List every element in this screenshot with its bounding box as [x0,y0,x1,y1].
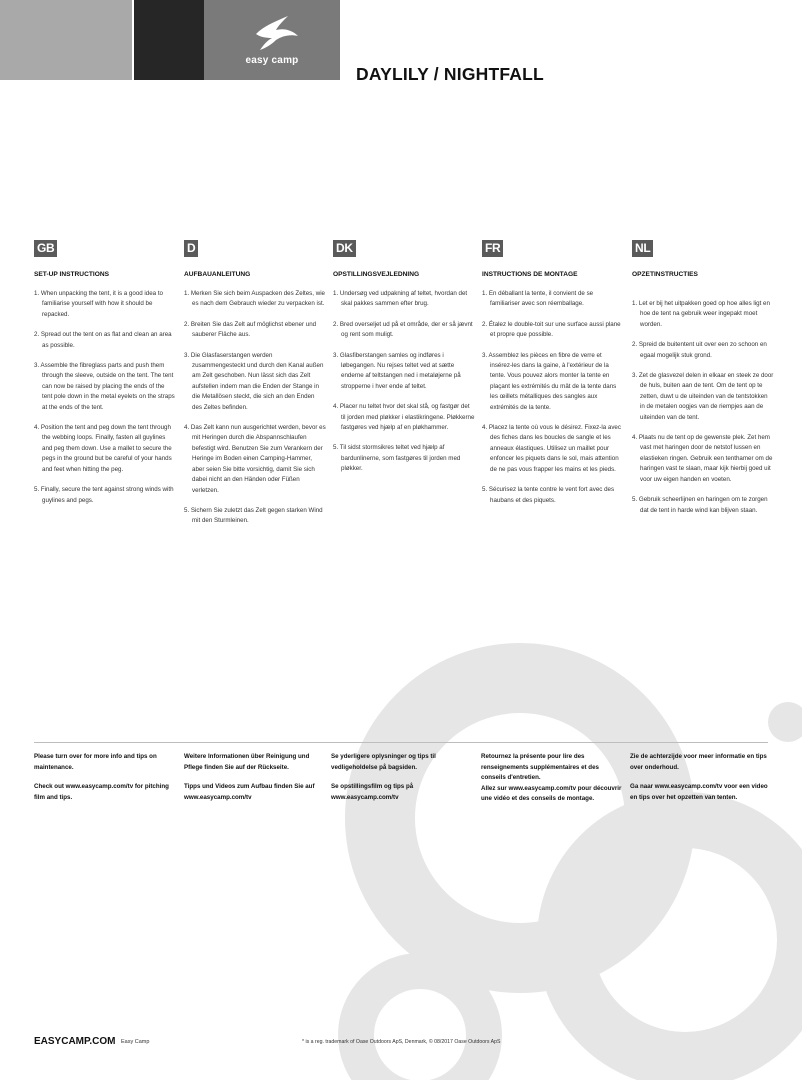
section-heading: INSTRUCTIONS DE MONTAGE [482,271,578,278]
column-gb [34,239,176,516]
logo-text: easy camp [245,55,299,66]
header-block-light [0,0,132,80]
step-item: 4. Das Zelt kann nun ausgerichtet werden, bevor es mit Heringen durch die Abspannschlaufen befestigt wird. Benutzen Sie zum Verankern der Heringe im Boden einen Camping-Hammer, aber seien Sie bitte vorsichtig, damit Sie sich dabei nicht an den Händen oder Füßen verletzen. [184,424,326,494]
step-item: 3. Assemble the fibreglass parts and push them through the sleeve, outside on the tent. The tent can now be raised by placing the ends of the tent pole down in the metal eyelets on the straps at the ends of the tent. [34,362,175,411]
step-item: 4. Placez la tente où vous le désirez. Fixez-la avec des fiches dans les boucles de sangle et les anneaux élastiques. Utilisez un maillet pour enfoncer les piquets dans le sol, mais attention de ne pas vous frapper les mains et les pieds. [482,424,621,473]
step-item: 3. Glasfiberstangen samles og indføres i løbegangen. Nu rejses teltet ved at sætte enderne af teltstangen ned i metaløjerne på stropperne i hver ende af teltet. [333,351,461,390]
trademark-notice: * is a reg. trademark of Oase Outdoors ApS, Denmark, © 08/2017 Oase Outdoors ApS [302,1039,501,1045]
step-item: 2. Bred overseljet ud på et område, der er så jævnt og rent som muligt. [333,320,473,339]
step-item: 5. Finally, secure the tent against strong winds with guylines and pegs. [34,486,174,504]
steps-list [184,289,326,527]
section-heading: OPZETINSTRUCTIES [632,271,698,278]
language-badge: FR [482,240,503,257]
footer-note-nl [630,752,772,812]
footer-note-dk [331,752,473,812]
brand-name: Easy Camp [121,1039,150,1045]
maintenance-note: Weitere Informationen über Reinigung und Pflege finden Sie auf der Rückseite. [184,753,310,771]
language-badge: NL [632,240,653,257]
section-heading: OPSTILLINGSVEJLEDNING [333,271,420,278]
footer-note-d [184,752,326,812]
brand-url: EASYCAMP.COM [34,1036,116,1047]
step-item: 2. Étalez le double-toit sur une surface aussi plane et propre que possible. [482,320,621,339]
language-badge: D [184,240,198,257]
header-block-dark [134,0,204,80]
video-note: Check out www.easycamp.com/tv for pitching film and tips. [34,783,169,801]
steps-list [34,289,176,506]
step-item: 5. Sécurisez la tente contre le vent fort avec des haubans et des piquets. [482,486,615,504]
step-item: 1. En déballant la tente, il convient de se familiariser avec son réemballage. [482,290,594,308]
section-heading: SET-UP INSTRUCTIONS [34,271,109,278]
step-item: 2. Spread out the tent on as flat and clean an area as possible. [34,331,172,349]
step-item: 3. Die Glasfaserstangen werden zusammengesteckt und durch den Kanal außen am Zelt geschoben. Nun lässt sich das Zelt aufstellen indem man die Enden der Stange in die Metallösen steckt, die sich an den Enden des Zeltes befinden. [184,351,324,411]
maintenance-note: Se yderligere oplysninger og tips til vedligeholdelse på bagsiden. [331,753,436,771]
step-item: 5. Gebruik scheerlijnen en haringen om te zorgen dat de tent in harde wind kan blijven staan. [632,496,768,514]
column-fr [482,239,624,516]
steps-list [632,299,774,516]
maintenance-note: Please turn over for more info and tips on maintenance. [34,753,157,771]
page-title: DAYLILY / NIGHTFALL [356,64,544,84]
step-item: 1. Undersøg ved udpakning af teltet, hvordan det skal pakkes sammen efter brug. [333,290,468,308]
step-item: 4. Position the tent and peg down the tent through the webbing loops. Finally, fasten all guylines and peg them down. Use a mallet to secure the pegs in the ground but be careful of your hands and feet when hitting the peg. [34,424,172,473]
video-note: Se opstillingsfilm og tips på www.easycamp.com/tv [331,783,414,801]
footer-note-gb [34,752,176,812]
maintenance-note: Zie de achterzijde voor meer informatie en tips over onderhoud. [630,753,767,771]
column-dk [333,239,475,485]
video-note: Ga naar www.easycamp.com/tv voor een video en tips over het opzetten van tenten. [630,783,768,801]
step-item: 5. Til sidst stormsikres teltet ved hjælp af bardunlinerne, som fastgøres til jorden med pløkker. [333,444,461,473]
language-badge: DK [333,240,356,257]
circle-large-ring [380,678,660,958]
steps-list [333,289,475,475]
step-item: 4. Plaats nu de tent op de gewenste plek. Zet hem vast met haringen door de netstof lussen en elastieken ringen. Gebruik een tenthamer om de haringen vast te slaan, maar kijk hierbij goed uit voor uw eigen handen en voeten. [632,434,773,483]
bird-icon [254,12,300,52]
video-note: Allez sur www.easycamp.com/tv pour découvrir une vidéo et des conseils de montage. [481,784,622,803]
brand-logo [204,0,340,80]
footer-note-fr [481,752,623,814]
circle-small-dot [768,702,802,742]
column-nl [632,239,774,526]
video-note: Tipps und Videos zum Aufbau finden Sie auf www.easycamp.com/tv [184,783,315,801]
divider [34,742,768,743]
step-item: 3. Assemblez les pièces en fibre de verre et insérez-les dans la gaine, à l'extérieur de la tente. Vous pouvez alors monter la tente en plaçant les extrémités du mât de la tente dans les œillets métalliques des sangles aux extrémités de la tente. [482,351,617,411]
step-item: 1. Let er bij het uitpakken goed op hoe alles ligt en hoe de tent na gebruik weer ingepakt moet worden. [632,300,770,328]
step-item: 1. When unpacking the tent, it is a good idea to familiarise yourself with how it should be repacked. [34,290,163,318]
column-d [184,239,326,537]
circle-lower-ring [356,971,484,1080]
step-item: 2. Breiten Sie das Zelt auf möglichst ebener und sauberer Fläche aus. [184,320,317,339]
step-item: 5. Sichern Sie zuletzt das Zelt gegen starken Wind mit den Sturmleinen. [184,506,323,525]
step-item: 2. Spreid de buitentent uit over een zo schoon en egaal mogelijk stuk grond. [632,341,767,359]
step-item: 3. Zet de glasvezel delen in elkaar en steek ze door de huls, buiten aan de tent. Om de tent op te zetten, duwt u de uiteinden van de tentstokken in de metalen oogjes van de riempjes aan de uiteinden van de tent. [632,372,774,421]
steps-list [482,289,624,506]
circle-right-ring [565,820,802,1060]
section-heading: AUFBAUANLEITUNG [184,271,251,278]
step-item: 4. Placer nu teltet hvor det skal stå, og fastgør det til jorden med pløkker i elastikringene. Pløkkerne fastgøres ved hjælp af en pløkhammer. [333,403,475,432]
language-badge: GB [34,240,57,257]
maintenance-note: Retournez la présente pour lire des renseignements supplémentaires et des conseils d'entretien. [481,753,599,782]
step-item: 1. Merken Sie sich beim Auspacken des Zeltes, wie es nach dem Gebrauch wieder zu verpacken ist. [184,290,326,308]
